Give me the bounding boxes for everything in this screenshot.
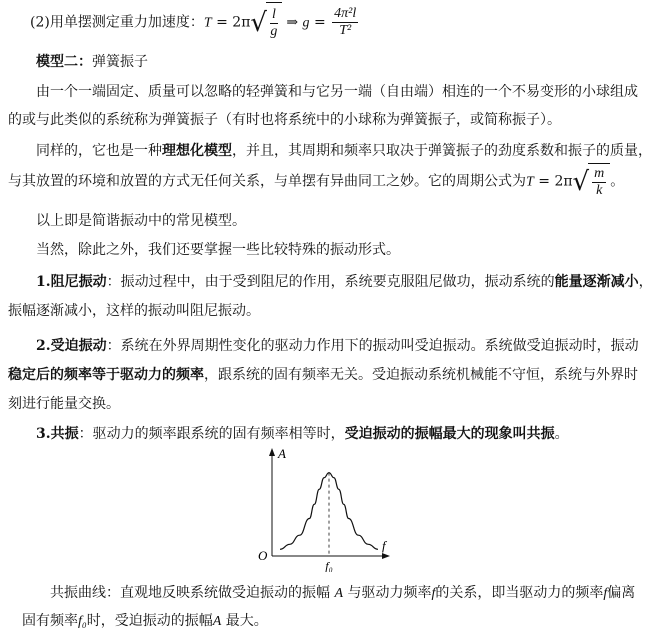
resonance-text: ：驱动力的频率跟系统的固有频率相等时，: [78, 426, 345, 442]
y-axis-arrow: [269, 448, 275, 456]
para2-text-b: ，并且，其周期和频率只取决于弹簧振子的劲度系数和振子的质量，: [232, 143, 652, 159]
sqrt-l-over-g: √ $\frac{l}{g}$: [250, 2, 281, 43]
summary-line: 以上即是简谐振动中的常见模型。: [36, 213, 246, 229]
damped-line1: [36, 272, 653, 292]
origin-label: O: [258, 548, 268, 563]
curve-text-b: 与驱动力频率: [343, 585, 432, 601]
forced-title: 2.受迫振动: [36, 338, 107, 354]
curve-f2: f: [603, 586, 608, 601]
frac-g: g: [270, 23, 278, 39]
para2-text-a: 同样的，它也是一种: [36, 143, 162, 159]
curve-A2: A: [212, 614, 222, 629]
frac-den: T²: [339, 23, 352, 38]
x-axis-arrow: [382, 553, 390, 559]
period-2pi: 2π: [554, 173, 573, 190]
frac-num: 4π²l: [334, 6, 357, 21]
formula-eq2: =: [313, 14, 326, 31]
model2-heading: [36, 52, 148, 72]
curve-text-f: 时，受迫振动的振幅: [86, 613, 213, 629]
frac-m: m: [594, 165, 605, 181]
damped-title: 1.阻尼振动: [36, 274, 107, 290]
damped-punct: ，: [638, 274, 653, 290]
curve-desc-line1: [50, 583, 635, 604]
pendulum-formula-line: [30, 2, 360, 42]
resonance-title: 3.共振: [36, 426, 79, 442]
forced-text: ：系统在外界周期性变化的驱动力作用下的振动叫受迫振动。系统做受迫振动时，振动: [106, 338, 639, 354]
forced-bold: 稳定后的频率等于驱动力的频率: [8, 367, 204, 383]
implies-arrow: ⇒: [286, 14, 299, 31]
para2-line2-text: 与其放置的环境和放置的方式无任何关系，与单摆有异曲同工之妙。它的周期公式为: [8, 173, 526, 190]
forced-text-b: ，跟系统的固有频率无关。受迫振动系统机械能不守恒，系统与外界时: [204, 367, 638, 383]
model2-para2-line1: [36, 141, 652, 161]
intro-line: 当然，除此之外，我们还要掌握一些比较特殊的振动形式。: [36, 242, 400, 258]
damped-line2: 振幅逐渐减小，这样的振动叫阻尼振动。: [8, 303, 260, 319]
resonance-curve-chart: [250, 446, 400, 572]
model2-name: 弹簧振子: [92, 54, 148, 70]
model2-para1-line2: 的或与此类似的系统称为弹簧振子（有时也将系统中的小球称为弹簧振子，或简称振子）。: [8, 112, 561, 128]
ideal-model-term: 理想化模型: [162, 143, 232, 159]
damped-text: ：振动过程中，由于受到阻尼的作用，系统要克服阻尼做功，振动系统的: [106, 274, 555, 290]
frac-k: k: [596, 182, 603, 198]
period-eq: =: [538, 173, 550, 190]
sqrt-m-over-k: √ $\frac{m}{k}$: [573, 163, 611, 200]
formula-eq: =: [216, 14, 228, 31]
forced-line1: [36, 336, 639, 356]
frac-l: l: [271, 6, 276, 22]
formula-prefix: (2)用单摆测定重力加速度：: [30, 14, 204, 31]
damped-bold: 能量逐渐减小: [554, 274, 639, 290]
resonance-line: [36, 424, 569, 444]
chart-axes: [269, 448, 390, 559]
period-end: 。: [610, 173, 625, 190]
model2-para2-line2: [8, 163, 624, 199]
curve-text-e: 固有频率: [22, 613, 78, 629]
curve-text-a: 共振曲线：直观地反映系统做受迫振动的振幅: [50, 585, 335, 601]
resonance-bold: 受迫振动的振幅最大的现象叫共振: [344, 426, 555, 442]
curve-f: f: [431, 586, 436, 601]
curve-desc-line2: [22, 611, 268, 632]
x-axis-label: f: [382, 538, 386, 553]
curve-A: A: [334, 586, 344, 601]
formula-2pi: 2π: [232, 14, 251, 31]
period-T: T: [526, 174, 534, 190]
formula-T: T: [203, 15, 212, 31]
frac-g-value: [332, 6, 358, 39]
curve-text-g: 最大。: [221, 613, 268, 629]
resonance-end: 。: [554, 426, 569, 442]
curve-text-d: 偏离: [607, 585, 636, 601]
formula-g: g: [302, 15, 310, 31]
curve-f0: f₀: [78, 614, 87, 629]
model2-para1-line1: 由一个一端固定、质量可以忽略的轻弹簧和与它另一端（自由端）相连的一个不易变形的小球组成: [36, 84, 638, 100]
y-axis-label: A: [278, 446, 286, 461]
model2-title: 模型二：: [36, 54, 92, 70]
forced-line3: 刻进行能量交换。: [8, 396, 120, 412]
forced-line2: [8, 365, 638, 385]
curve-text-c: 的关系，即当驱动力的频率: [435, 585, 604, 601]
peak-f0-label: f₀: [325, 559, 333, 572]
